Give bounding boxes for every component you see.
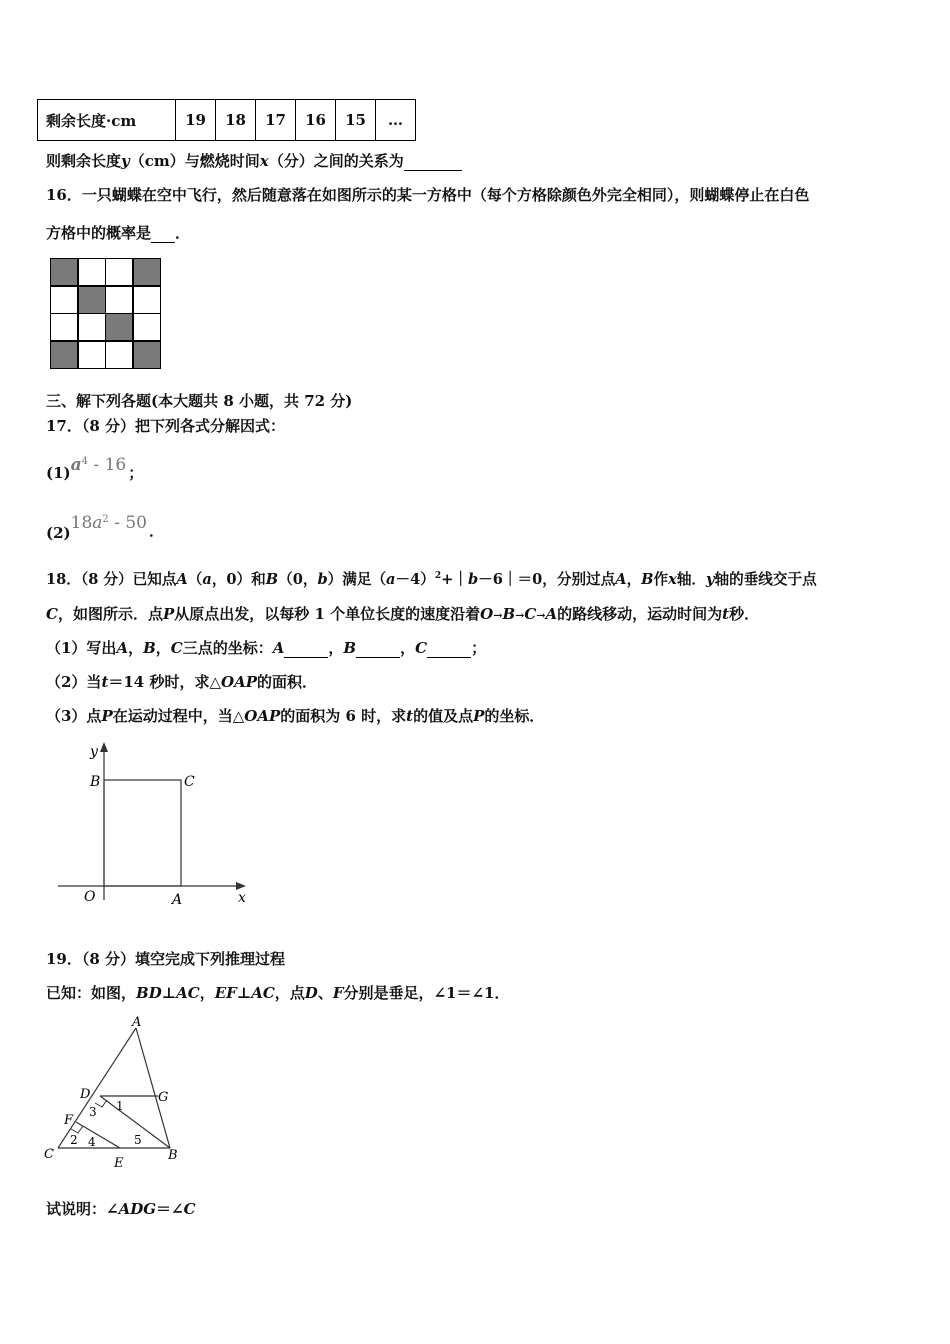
grid-cell-white (50, 286, 78, 314)
x-axis-arrow (236, 882, 246, 890)
grid-cell-white (50, 313, 78, 341)
grid-cell-gray (133, 341, 161, 369)
grid-cell-gray (50, 258, 78, 286)
label-b: B (168, 1148, 178, 1163)
table-cell: 17 (256, 100, 296, 141)
table-cell: 15 (336, 100, 376, 141)
angle-3: 3 (89, 1105, 97, 1119)
q19-prove: 试说明：∠ADG＝∠C (46, 1200, 196, 1218)
q18-sub3: （3）点P在运动过程中，当△OAP的面积为 6 时，求t的值及点P的坐标． (46, 707, 545, 725)
label-o: O (84, 889, 96, 905)
label-g: G (158, 1090, 169, 1105)
angle-5: 5 (134, 1133, 142, 1147)
answer-blank (356, 641, 400, 658)
side-ac (58, 1028, 136, 1148)
grid-cell-white (78, 258, 106, 286)
q18-coordinate-figure (50, 738, 260, 908)
grid-cell-white (105, 258, 133, 286)
grid-cell-white (133, 286, 161, 314)
q18-line2: C，如图所示．点P从原点出发，以每秒 1 个单位长度的速度沿着O→B→C→A的路线移动，运动时间为t秒． (46, 605, 760, 623)
right-angle-d (95, 1100, 107, 1107)
grid-cell-gray (133, 258, 161, 286)
grid-cell-gray (50, 341, 78, 369)
rectangle-obca (104, 780, 181, 886)
side-ab (136, 1028, 170, 1148)
y-axis-arrow (100, 742, 108, 752)
q16-line2: 方格中的概率是 ． (46, 224, 191, 242)
table-cell: 16 (296, 100, 336, 141)
q18-sub1: （1）写出A，B，C三点的坐标：A ，B ，C ； (46, 639, 487, 657)
label-e: E (114, 1156, 124, 1171)
length-table (37, 99, 416, 141)
grid-cell-gray (105, 313, 133, 341)
q15-relation-line: 则剩余长度y（cm）与燃烧时间x（分）之间的关系为 (46, 151, 462, 171)
q17-part2: $(2)18a^2 - 50$ ． (46, 513, 164, 542)
label-x: x (238, 890, 246, 906)
grid-cell-white (78, 313, 106, 341)
q19-given: 已知：如图，BD⊥AC，EF⊥AC，点D、F分别是垂足，∠1＝∠1． (46, 984, 510, 1002)
label-d: D (80, 1087, 91, 1102)
q19-triangle-figure (40, 1012, 190, 1177)
grid-cell-white (78, 341, 106, 369)
label-a: A (172, 892, 183, 908)
label-y: y (90, 744, 98, 760)
angle-1: 1 (116, 1099, 124, 1113)
label-c: C (184, 774, 195, 790)
answer-blank (427, 641, 471, 658)
q17-title: 17．（8 分）把下列各式分解因式： (46, 417, 286, 435)
label-f: F (64, 1113, 74, 1128)
answer-blank (284, 641, 328, 658)
grid-cell-white (105, 341, 133, 369)
angle-4: 4 (88, 1135, 96, 1149)
label-b: B (90, 774, 101, 790)
table-header-cell: 剩余长度·cm (38, 100, 176, 141)
grid-cell-gray (78, 286, 106, 314)
angle-2: 2 (70, 1133, 78, 1147)
label-a: A (132, 1015, 142, 1030)
label-c: C (44, 1147, 54, 1162)
answer-blank (404, 154, 462, 171)
butterfly-grid (50, 258, 162, 370)
table-row (38, 100, 416, 141)
q18-line1: 18．（8 分）已知点A（a，0）和B（0，b）满足$(a-4)^2+|b-6|=0$，分别过点A，B作x轴．y轴的垂线交于点 (46, 570, 817, 588)
section-3-heading: 三、解下列各题(本大题共 8 小题，共 72 分) (46, 392, 353, 410)
q18-sub2: （2）当t＝14 秒时，求△OAP的面积． (46, 673, 318, 691)
q19-title: 19．（8 分）填空完成下列推理过程 (46, 950, 286, 968)
table-cell: 18 (216, 100, 256, 141)
grid-cell-white (105, 286, 133, 314)
answer-blank (151, 226, 175, 243)
table-cell: 19 (176, 100, 216, 141)
table-cell: … (376, 100, 416, 141)
grid-cell-white (133, 313, 161, 341)
q17-part1: $(1)a^4 - 16$ ； (46, 455, 144, 482)
q16-line1: 16．一只蝴蝶在空中飞行，然后随意落在如图所示的某一方格中（每个方格除颜色外完全相同），则蝴蝶停止在白色 (46, 186, 810, 204)
